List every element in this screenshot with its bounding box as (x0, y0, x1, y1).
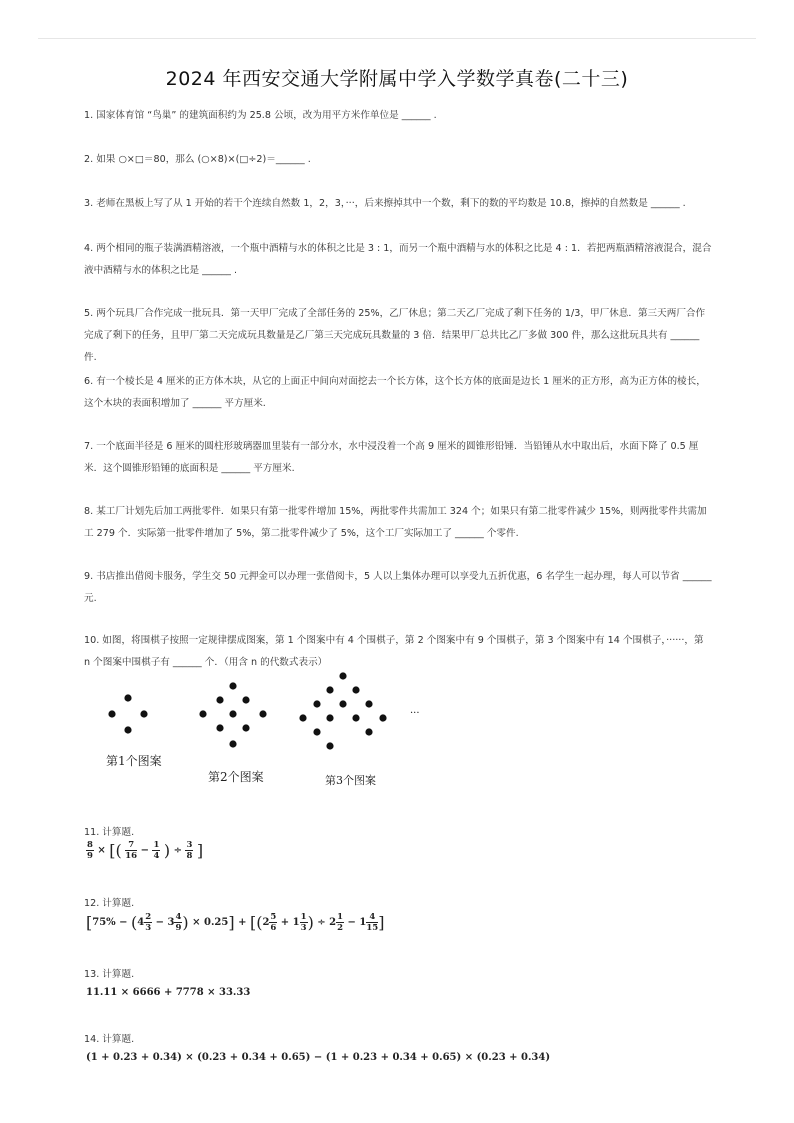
caption-pattern-2: 第2个图案 (208, 770, 264, 784)
expression-12: [75% − (4 $\frac{2}{3}$ − 3 $\frac{4}{9}$ ) × 0.25] + [(2 $\frac{5}{6}$ + 1 $\frac{1}{3}$ ) ÷ 2 $\frac{1}{2}$ − 1 $\frac{4}{15}$ ] (86, 912, 385, 933)
expression-13: 11.11 × 6666 + 7778 × 33.33 (86, 987, 251, 998)
stone-p2-6 (216, 724, 223, 731)
stone-p1-2 (140, 710, 147, 717)
stone-p3-3 (313, 700, 320, 707)
question-5: 5. 两个玩具厂合作完成一批玩具．第一天甲厂完成了全部任务的 25%，乙厂休息；第二天乙厂完成了剩下任务的 1/3，甲厂休息．第三天两厂合作完成了剩下的任务，且甲厂第二天完成玩具数量是乙厂第三天完成玩具数量的 3 倍．结果甲厂总共比乙厂多做 300 件，那么这批玩具共有 ______ 件. (84, 308, 706, 363)
go-stone-figure (100, 670, 440, 750)
question-13: 13. 计算题. (84, 969, 135, 980)
stone-p3-9 (379, 714, 386, 721)
question-1: 1. 国家体育馆 “鸟巢” 的建筑面积约为 25.8 公顷，改为用平方米作单位是 ______ . (84, 110, 437, 121)
stone-p2-5 (259, 710, 266, 717)
stone-p2-4 (229, 710, 236, 717)
stone-p3-11 (365, 728, 372, 735)
stone-p2-8 (229, 740, 236, 747)
page-title: 2024 年西安交通大学附属中学入学数学真卷(二十三) (165, 68, 629, 90)
stone-p3-4 (339, 700, 346, 707)
stone-p3-8 (352, 714, 359, 721)
stone-p3-7 (326, 714, 333, 721)
stone-p2-7 (242, 724, 249, 731)
question-2: 2. 如果 ○×□＝80，那么 (○×8)×(□÷2)＝______ . (84, 154, 311, 165)
figure-ellipsis: ··· (410, 708, 420, 719)
stone-p3-1 (326, 686, 333, 693)
stone-p1-0 (124, 694, 131, 701)
expression-11: $\frac{8}{9}$ × [( $\frac{7}{16}$ − $\frac{1}{4}$ ) ÷ $\frac{3}{8}$ ] (87, 840, 204, 861)
stone-p3-10 (313, 728, 320, 735)
stone-p1-3 (124, 726, 131, 733)
question-3: 3. 老师在黑板上写了从 1 开始的若干个连续自然数 1，2，3，···，后来擦掉其中一个数，剩下的数的平均数是 10.8，擦掉的自然数是 ______ . (84, 198, 686, 209)
stone-p3-2 (352, 686, 359, 693)
question-9: 9. 书店推出借阅卡服务，学生交 50 元押金可以办理一张借阅卡，5 人以上集体办理可以享受九五折优惠，6 名学生一起办理，每人可以节省 ______ 元. (84, 571, 712, 604)
stone-p2-1 (216, 696, 223, 703)
question-10: 10. 如图，将围棋子按照一定规律摆成图案，第 1 个图案中有 4 个围棋子，第 2 个图案中有 9 个围棋子，第 3 个图案中有 14 个围棋子，······，第 n 个图案中围棋子有 ______ 个．（用含 n 的代数式表示） (84, 635, 704, 668)
stone-p1-1 (108, 710, 115, 717)
stone-p3-0 (339, 672, 346, 679)
caption-pattern-3: 第3个图案 (325, 774, 376, 787)
stone-p3-5 (365, 700, 372, 707)
expression-14: (1 + 0.23 + 0.34) × (0.23 + 0.34 + 0.65) − (1 + 0.23 + 0.34 + 0.65) × (0.23 + 0.34) (86, 1052, 551, 1063)
question-6: 6. 有一个棱长是 4 厘米的正方体木块，从它的上面正中间向对面挖去一个长方体，这个长方体的底面是边长 1 厘米的正方形，高为正方体的棱长，这个木块的表面积增加了 ______ 平方厘米. (84, 376, 706, 409)
stone-p3-12 (326, 742, 333, 749)
stone-p3-6 (299, 714, 306, 721)
stone-p2-0 (229, 682, 236, 689)
question-4: 4. 两个相同的瓶子装满酒精溶液，一个瓶中酒精与水的体积之比是 3 : 1，而另一个瓶中酒精与水的体积之比是 4 : 1．若把两瓶酒精溶液混合，混合液中酒精与水的体积之比是 ______ . (84, 243, 712, 276)
question-12: 12. 计算题. (84, 898, 135, 909)
stone-p2-3 (199, 710, 206, 717)
header-rule (38, 38, 756, 39)
caption-pattern-1: 第1个图案 (106, 754, 162, 768)
question-8: 8. 某工厂计划先后加工两批零件．如果只有第一批零件增加 15%，两批零件共需加工 324 个；如果只有第二批零件减少 15%，则两批零件共需加工 279 个．实际第一批零件增加了 5%，第二批零件减少了 5%，这个工厂实际加工了 ______ 个零件. (84, 506, 707, 539)
question-14: 14. 计算题. (84, 1034, 135, 1045)
question-7: 7. 一个底面半径是 6 厘米的圆柱形玻璃器皿里装有一部分水，水中浸没着一个高 9 厘米的圆锥形铅锤．当铅锤从水中取出后，水面下降了 0.5 厘米．这个圆锥形铅锤的底面积是 ______ 平方厘米. (84, 441, 699, 474)
question-11: 11. 计算题. (84, 827, 135, 838)
stone-p2-2 (242, 696, 249, 703)
